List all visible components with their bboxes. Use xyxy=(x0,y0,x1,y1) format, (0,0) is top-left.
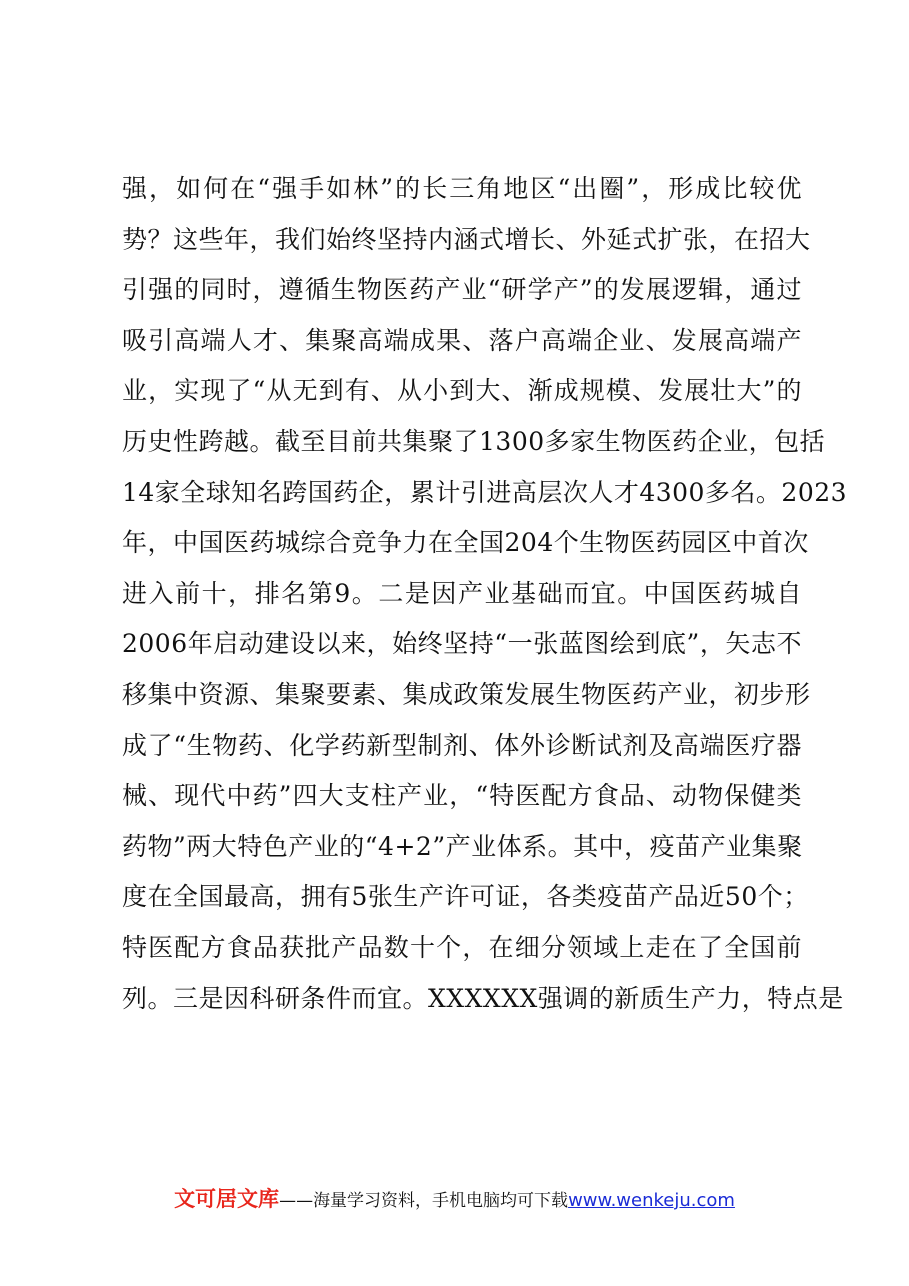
text-line: 强，如何在“强手如林”的长三角地区“出圈”，形成比较优 xyxy=(122,174,802,203)
text-line: 特医配方食品获批产品数十个，在细分领域上走在了全国前 xyxy=(122,932,802,962)
text-line: 械、现代中药”四大支柱产业，“特医配方食品、动物保健类 xyxy=(122,781,802,811)
text-line: 药物”两大特色产业的“4+2”产业体系。其中，疫苗产业集聚 xyxy=(122,831,803,861)
text-line: 年，中国医药城综合竞争力在全国204个生物医药园区中首次 xyxy=(122,528,809,558)
text-line: 成了“生物药、化学药新型制剂、体外诊断试剂及高端医疗器 xyxy=(122,730,802,760)
text-line: 吸引高端人才、集聚高端成果、落户高端企业、发展高端产 xyxy=(122,325,802,355)
text-line: 移集中资源、集聚要素、集成政策发展生物医药产业，初步形 xyxy=(122,679,811,709)
text-line: 14家全球知名跨国药企，累计引进高层次人才4300多名。2023 xyxy=(122,477,848,507)
footer-banner xyxy=(0,1183,909,1213)
text-line: 度在全国最高，拥有5张生产许可证，各类疫苗产品近50个； xyxy=(122,882,809,912)
text-line: 列。三是因科研条件而宜。XXXXXX强调的新质生产力，特点是 xyxy=(122,983,844,1013)
footer-website-link[interactable]: www.wenkeju.com xyxy=(568,1190,735,1211)
footer-tagline: 海量学习资料，手机电脑均可下载 xyxy=(313,1191,569,1211)
footer-dash: —— xyxy=(279,1191,314,1211)
text-line: 进入前十，排名第9。二是因产业基础而宜。中国医药城自 xyxy=(122,578,802,608)
footer-brand: 文可居文库 xyxy=(174,1187,280,1211)
body-text xyxy=(122,164,848,1024)
text-line: 历史性跨越。截至目前共集聚了1300多家生物医药企业，包括 xyxy=(122,426,826,456)
text-line: 引强的同时，遵循生物医药产业“研学产”的发展逻辑，通过 xyxy=(122,275,802,305)
text-line: 2006年启动建设以来，始终坚持“一张蓝图绘到底”，矢志不 xyxy=(122,629,802,659)
text-line: 势？这些年，我们始终坚持内涵式增长、外延式扩张，在招大 xyxy=(122,224,811,254)
text-line: 业，实现了“从无到有、从小到大、渐成规模、发展壮大”的 xyxy=(122,376,802,406)
